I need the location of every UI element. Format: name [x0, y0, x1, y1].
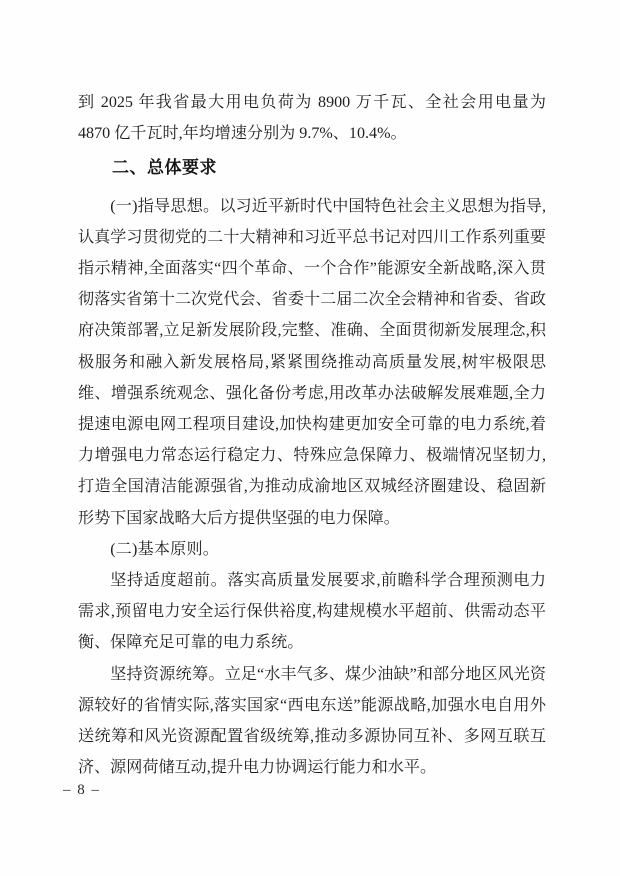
paragraph-resource-coordination-lead: 坚持资源统筹。: [110, 665, 225, 683]
page-number: – 8 –: [63, 782, 101, 798]
paragraph-intro: 到 2025 年我省最大用电负荷为 8900 万千瓦、全社会用电量为 4870 亿千瓦时,年均增速分别为 9.7%、10.4%。: [78, 94, 546, 143]
paragraph-guiding-ideology-text: 以习近平新时代中国特色社会主义思想为指导,认真学习贯彻党的二十大精神和习近平总书记对四川工作系列重要指示精神,全面落实“四个革命、一个合作”能源安全新战略,深入贯彻落实省第十二次党代会、省委十二届二次全会精神和省委、省政府决策部署,立足新发展阶段,完整、准确、全面贯彻新发展理念,积极服务和融入新发展格局,紧紧围绕推动高质量发展,树牢极限思维、增强系统观念、强化备份考虑,用改革办法破解发展难题,全力提速电源电网工程项目建设,加快构建更加安全可靠的电力系统,着力增强电力常态运行稳定力、特殊应急保障力、极端情况坚韧力,打造全国清洁能源强省,为推动成渝地区双城经济圈建设、稳固新形势下国家战略大后方提供坚强的电力保障。: [78, 197, 546, 527]
document-body: [78, 87, 546, 783]
paragraph-moderate-advance: [78, 565, 546, 659]
section-heading: 二、总体要求: [112, 158, 217, 178]
paragraph-guiding-ideology: [78, 191, 546, 534]
paragraph-resource-coordination: [78, 659, 546, 784]
paragraph-moderate-advance-text: 落实高质量发展要求,前瞻科学合理预测电力需求,预留电力安全运行保供裕度,构建规模水平超前、供需动态平衡、保障充足可靠的电力系统。: [78, 572, 546, 652]
paragraph-guiding-ideology-lead: (一)指导思想。: [110, 197, 220, 215]
paragraph-basic-principles-lead: (二)基本原则。: [110, 540, 220, 558]
paragraph-basic-principles: [78, 534, 546, 565]
paragraph-resource-coordination-text: 立足“水丰气多、煤少油缺”和部分地区风光资源较好的省情实际,落实国家“西电东送”能源战略,加强水电自用外送统筹和风光资源配置省级统筹,推动多源协同互补、多网互联互济、源网荷储互动,提升电力协调运行能力和水平。: [78, 665, 546, 777]
paragraph-moderate-advance-lead: 坚持适度超前。: [110, 572, 228, 590]
